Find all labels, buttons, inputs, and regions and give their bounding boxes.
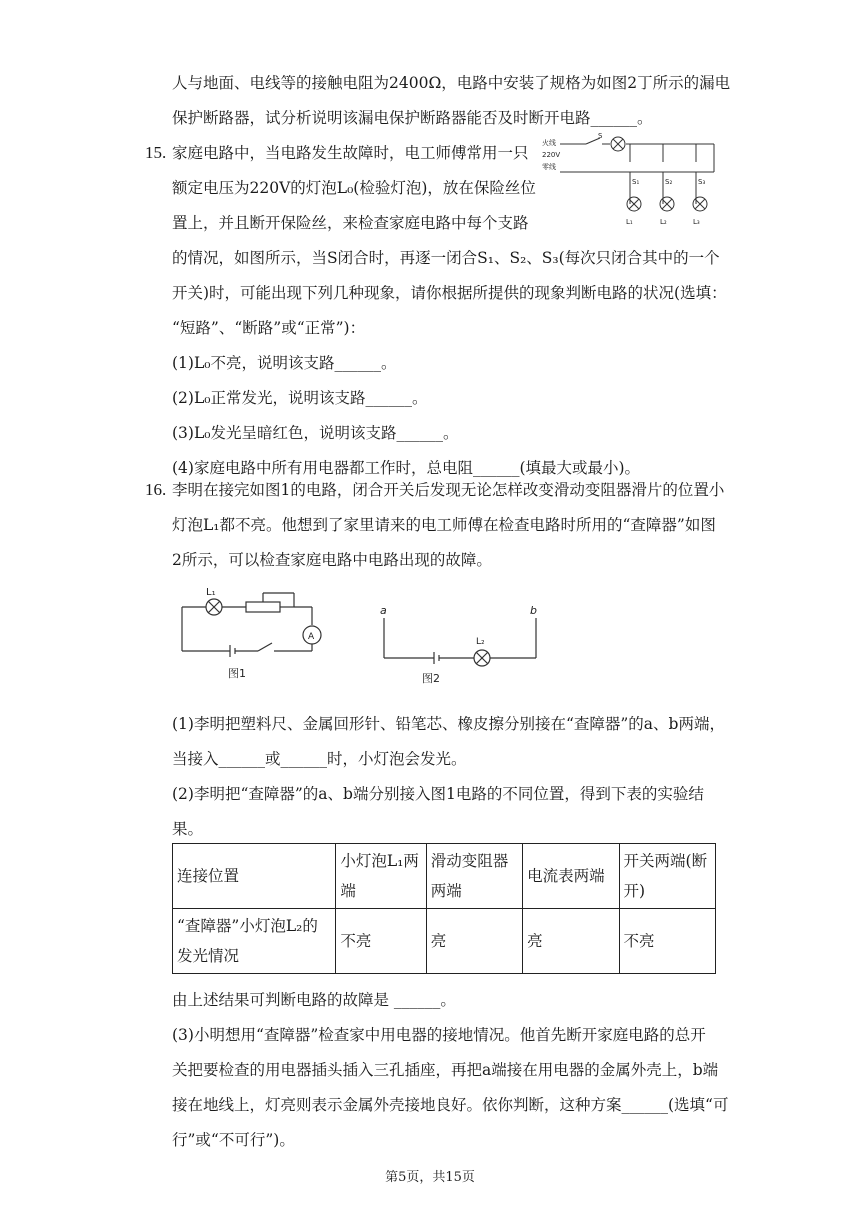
q16-number: 16. (145, 480, 167, 499)
fig-switch-s-label: S (598, 132, 603, 140)
fig-live-label: 火线 (542, 139, 556, 147)
q15-line-4: 的情况，如图所示，当S闭合时，再逐一闭合S₁、S₂、S₃(每次只闭合其中的一个 (172, 249, 720, 267)
results-table (172, 843, 716, 974)
table-header-cell: 小灯泡L₁两端 (336, 844, 426, 909)
fig-s3-label: S₃ (698, 178, 706, 186)
q15-sub-1: (1)L₀不亮，说明该支路______。 (172, 354, 397, 372)
q16-p3-line-4: 行”或“不可行”)。 (172, 1131, 295, 1149)
fig2-a-label: a (380, 604, 387, 617)
q15-line-5: 开关)时，可能出现下列几种现象，请你根据所提供的现象判断电路的状况(选填： (172, 284, 727, 302)
q16-p3-line-2: 关把要检查的用电器插头插入三孔插座，再把a端接在用电器的金属外壳上，b端 (172, 1061, 719, 1079)
household-circuit-figure (538, 132, 720, 230)
fig-l2-label: L₂ (660, 218, 667, 226)
fig-s1-label: S₁ (632, 178, 640, 186)
intro-line-1: 人与地面、电线等的接触电阻为2400Ω，电路中安装了规格为如图2丁所示的漏电 (172, 74, 731, 92)
page-footer: 第5页，共15页 (385, 1170, 475, 1185)
fig1-ammeter-label: A (308, 632, 315, 642)
fig-neutral-label: 零线 (542, 163, 556, 171)
q15-line-6: “短路”、“断路”或“正常”)： (172, 319, 366, 337)
q15-line-1: 家庭电路中，当电路发生故障时，电工师傅常用一只 (172, 144, 529, 162)
q16-line-3: 2所示，可以检查家庭电路中电路出现的故障。 (172, 551, 492, 569)
q16-p3-line-1: (3)小明想用“查障器”检查家中用电器的接地情况。他首先断开家庭电路的总开 (172, 1026, 706, 1044)
q16-line-1: 李明在接完如图1的电路，闭合开关后发现无论怎样改变滑动变阻器滑片的位置小 (172, 481, 725, 499)
q15-line-2: 额定电压为220V的灯泡L₀(检验灯泡)，放在保险丝位 (172, 179, 536, 197)
fig-s2-label: S₂ (665, 178, 673, 186)
fig-voltage-label: 220V (542, 151, 561, 159)
intro-line-2: 保护断路器，试分析说明该漏电保护断路器能否及时断开电路______。 (172, 109, 653, 127)
q15-sub-3: (3)L₀发光呈暗红色，说明该支路______。 (172, 424, 459, 442)
table-cell: 不亮 (336, 909, 426, 974)
q16-p2-line-2: 果。 (172, 820, 204, 838)
fig1-caption: 图1 (228, 667, 246, 680)
table-header-cell: 电流表两端 (523, 844, 619, 909)
fig1-l1-label: L₁ (206, 587, 216, 598)
fig2-caption: 图2 (422, 672, 440, 685)
table-cell: “查障器”小灯泡L₂的发光情况 (173, 909, 336, 974)
q15-line-3: 置上，并且断开保险丝，来检查家庭电路中每个支路 (172, 214, 529, 232)
table-header-cell: 滑动变阻器两端 (426, 844, 522, 909)
table-cell: 不亮 (619, 909, 715, 974)
circuit-figure-1 (176, 585, 336, 685)
table-header-row (173, 844, 716, 909)
fig2-b-label: b (530, 604, 537, 617)
fig-l1-label: L₁ (626, 218, 633, 226)
fault-detector-figure-2 (372, 600, 548, 688)
fig-l3-label: L₃ (693, 218, 700, 226)
q16-p3-line-3: 接在地线上，灯亮则表示金属外壳接地良好。依你判断，这种方案______(选填“可 (172, 1096, 729, 1114)
q16-p2-conclusion: 由上述结果可判断电路的故障是 ______。 (172, 991, 456, 1009)
table-cell: 亮 (523, 909, 619, 974)
q16-p1-line-2: 当接入______或______时，小灯泡会发光。 (172, 750, 467, 768)
table-header-cell: 开关两端(断开) (619, 844, 715, 909)
q16-p1-line-1: (1)李明把塑料尺、金属回形针、铅笔芯、橡皮擦分别接在“查障器”的a、b两端， (172, 715, 725, 733)
q15-sub-4: (4)家庭电路中所有用电器都工作时，总电阻______(填最大或最小)。 (172, 459, 641, 477)
q16-line-2: 灯泡L₁都不亮。他想到了家里请来的电工师傅在检查电路时所用的“查障器”如图 (172, 516, 716, 534)
table-header-cell: 连接位置 (173, 844, 336, 909)
q16-p2-line-1: (2)李明把“查障器”的a、b端分别接入图1电路的不同位置，得到下表的实验结 (172, 785, 704, 803)
table-row (173, 909, 716, 974)
table-cell: 亮 (426, 909, 522, 974)
fig2-l2-label: L₂ (476, 637, 485, 647)
q15-sub-2: (2)L₀正常发光，说明该支路______。 (172, 389, 428, 407)
q15-number: 15. (145, 143, 167, 162)
